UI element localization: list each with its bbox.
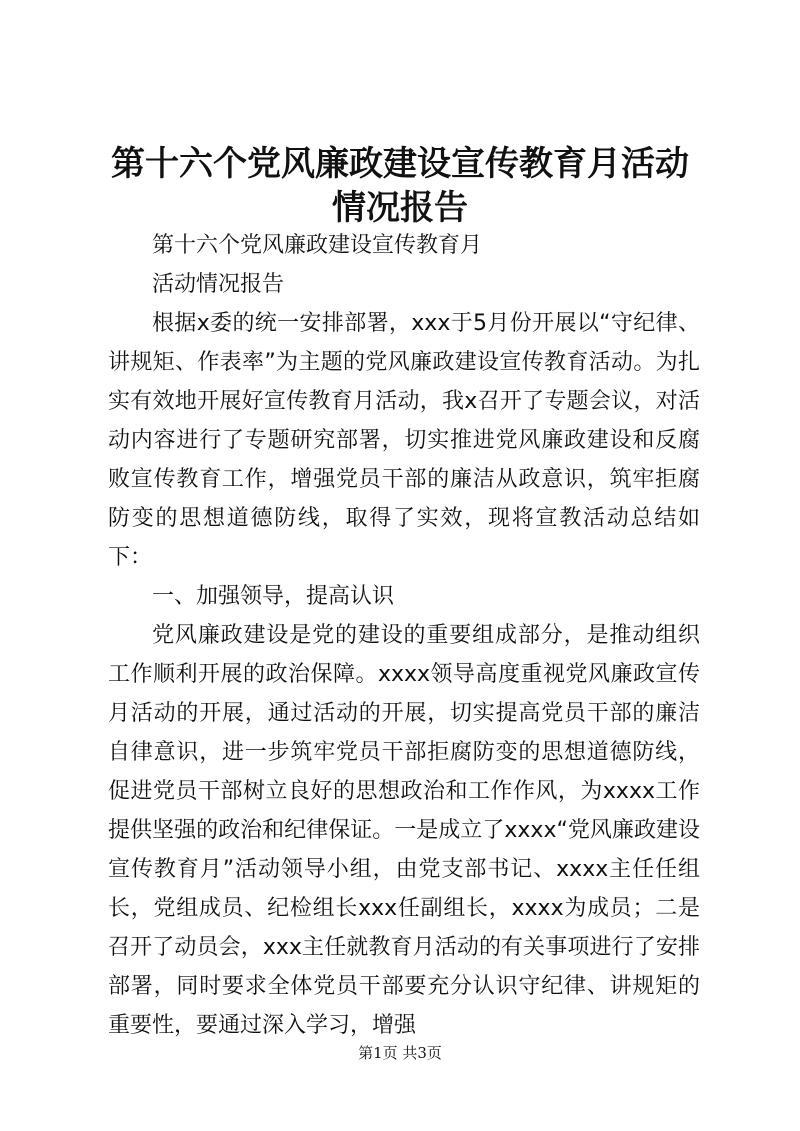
document-title: 第十六个党风廉政建设宣传教育月活动情况报告 (111, 144, 689, 228)
section-paragraph-1: 党风廉政建设是党的建设的重要组成部分，是推动组织工作顺利开展的政治保障。xxxx领导高度重视党风廉政宣传月活动的开展，通过活动的开展，切实提高党员干部的廉洁自律意识，进一步筑牢党员干部拒腐防变的思想道德防线，促进党员干部树立良好的思想政治和工作作风，为xxxx工作提供坚强的政治和纪律保证。一是成立了xxxx“党风廉政建设宣传教育月”活动领导小组，由党支部书记、xxxx主任任组长，党组成员、纪检组长xxx任副组长，xxxx为成员；二是召开了动员会，xxx主任就教育月活动的有关事项进行了安排部署，同时要求全体党员干部要充分认识守纪律、讲规矩的重要性，要通过深入学习，增强 (108, 623, 700, 1038)
section-heading-1: 一、加强领导，提高认识 (152, 584, 395, 609)
document-body (108, 226, 700, 1045)
subtitle-line-2: 活动情况报告 (152, 272, 285, 297)
subtitle-line-1: 第十六个党风廉政建设宣传教育月 (152, 233, 483, 258)
intro-paragraph: 根据x委的统一安排部署，xxx于5月份开展以“守纪律、讲规矩、作表率”为主题的党风廉政建设宣传教育活动。为扎实有效地开展好宣传教育月活动，我x召开了专题会议，对活动内容进行了专题研究部署，切实推进党风廉政建设和反腐败宣传教育工作，增强党员干部的廉洁从政意识，筑牢拒腐防变的思想道德防线，取得了实效，现将宣教活动总结如下： (108, 311, 700, 570)
page-number: 第1页 共3页 (358, 1044, 442, 1062)
